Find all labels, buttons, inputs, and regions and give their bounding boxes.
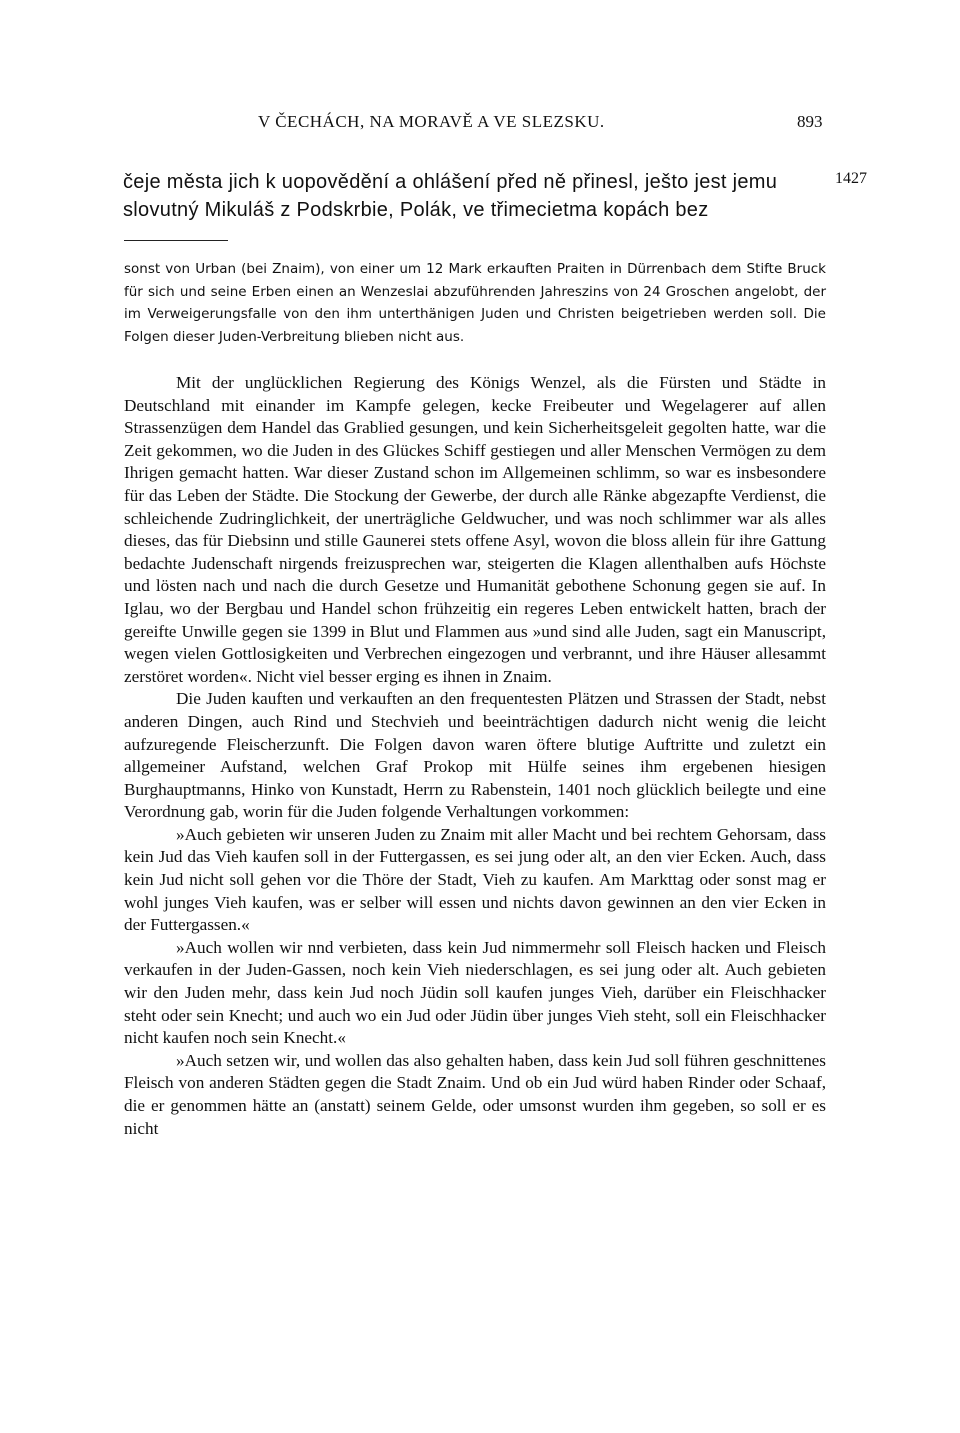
page-header xyxy=(0,112,960,142)
paragraph-ordinance-3: »Auch setzen wir, und wollen das also gehalten haben, dass kein Jud soll führen geschnittenes Fleisch von anderen Städten gegen die Stadt Znaim. Und ob ein Jud würd haben Rinder oder Schaaf, die er genommen hätte an (anstatt) seinem Gelde, oder umsonst wurden ihm gegeben, so soll er es nicht xyxy=(124,1050,826,1138)
paragraph-wenzel-reign: Mit der unglücklichen Regierung des Königs Wenzel, als die Fürsten und Städte in Deutschland mit einander im Kampfe gelegen, kecke Freibeuter und Wegelagerer auf allen Strassenzügen dem Handel das Grablied gesungen, und kein Sicherheitsgeleit gegolten hatte, war die Zeit gekommen, wo die Juden in des Glückes Schiff gestiegen und aller Menschen Vermögen zu dem Ihrigen gemacht hatten. War dieser Zustand schon im Allgemeinen schlimm, so war es insbesondere für das Leben der Städte. Die Stockung der Gewerbe, der durch alle Ränke abgezapfte Verdienst, die schleichende Zudringlichkeit, der unerträgliche Geldwucher, und was noch schlimmer war als alles dieses, das für Diebsinn und stille Gaunerei stets offene Asyl, wovon die bloss allein für ihre Gattung bedachte Judenschaft nirgends freizusprechen war, steigerten die Klagen allenthalben aufs Höchste und lösten nach und nach die durch Gesetze und Humanität gebothene Schonung gegen sie auf. In Iglau, wo der Bergbau und Handel schon frühzeitig ein regeres Leben entwickelt hatten, brach der gereifte Unwille gegen sie 1399 in Blut und Flammen aus »und sind alle Juden, sagt ein Manuscript, wegen vielen Gottlosigkeiten und Verbrechen eingezogen und verbrannt, und ihre Häuser allesammt zerstöret worden«. Nicht viel besser erging es ihnen in Znaim. xyxy=(124,373,826,686)
footnote-text: sonst von Urban (bei Znaim), von einer um 12 Mark erkauften Praiten in Dürrenbach dem Stifte Bruck für sich und seine Erben einen an Wenzeslai abzuführenden Jahreszins von 24 Groschen angelobt, der im Verweigerungsfalle von den ihm unterthänigen Juden und Christen beigetrieben werden soll. Die Folgen dieser Juden-Verbreitung blieben nicht aus. xyxy=(124,261,826,345)
czech-line-2: slovutný Mikuláš z Podskrbie, Polák, ve třimecietma kopách bez xyxy=(123,199,709,221)
running-title: V ČECHÁCH, NA MORAVĚ A VE SLEZSKU. xyxy=(258,112,605,131)
czech-line-1: čeje města jich k uopovědění a ohlášení před ně přinesl, ješto jest jemu xyxy=(123,171,778,193)
footnote-divider xyxy=(124,240,228,241)
page-number: 893 xyxy=(797,112,823,131)
czech-quotation xyxy=(123,168,823,224)
paragraph-ordinance-2: »Auch wollen wir nnd verbieten, dass kein Jud nimmermehr soll Fleisch hacken und Fleisch verkaufen in der Juden-Gassen, noch kein Vieh niederschlagen, es sei jung oder alt. Auch gebieten wir den Juden mehr, dass kein Jud noch Jüdin soll kaufen junges Vieh, darüber ein Fleischhacker steht oder sein Knecht; und auch wo ein Jud oder Jüdin über junges Vieh steht, soll ein Fleischhacker nicht kaufen noch sein Knecht.« xyxy=(124,937,826,1048)
margin-year-note: 1427 xyxy=(835,170,867,187)
main-text-body xyxy=(124,372,826,1140)
paragraph-juden-znaim: Die Juden kauften und verkauften an den frequentesten Plätzen und Strassen der Stadt, nebst anderen Dingen, auch Rind und Stechvieh und beeinträchtigen dadurch nicht wenig die leicht aufzuregende Fleischerzunft. Die Folgen davon waren öftere blutige Auftritte und zuletzt ein allgemeiner Aufstand, welchen Graf Prokop mit Hülfe seines ihm ergebenen hiesigen Burghauptmanns, Hinko von Kunstadt, Herrn zu Rabenstein, 1401 noch glücklich beilegte und eine Verordnung gab, worin für die Juden folgende Verhaltungen vorkommen: xyxy=(124,689,826,822)
paragraph-ordinance-1: »Auch gebieten wir unseren Juden zu Znaim mit aller Macht und bei rechtem Gehorsam, dass kein Jud das Vieh kaufen soll in der Futtergassen, es sei jung oder alt, an den vier Ecken. Auch, dass kein Jud nicht soll gehen vor die Thöre der Stadt, Vieh zu kaufen. Am Markttag oder sonst mag er wohl junges Vieh kaufen, was er selber will essen und nichts davon gewinnen an den vier Ecken in der Futtergassen.« xyxy=(124,824,826,935)
